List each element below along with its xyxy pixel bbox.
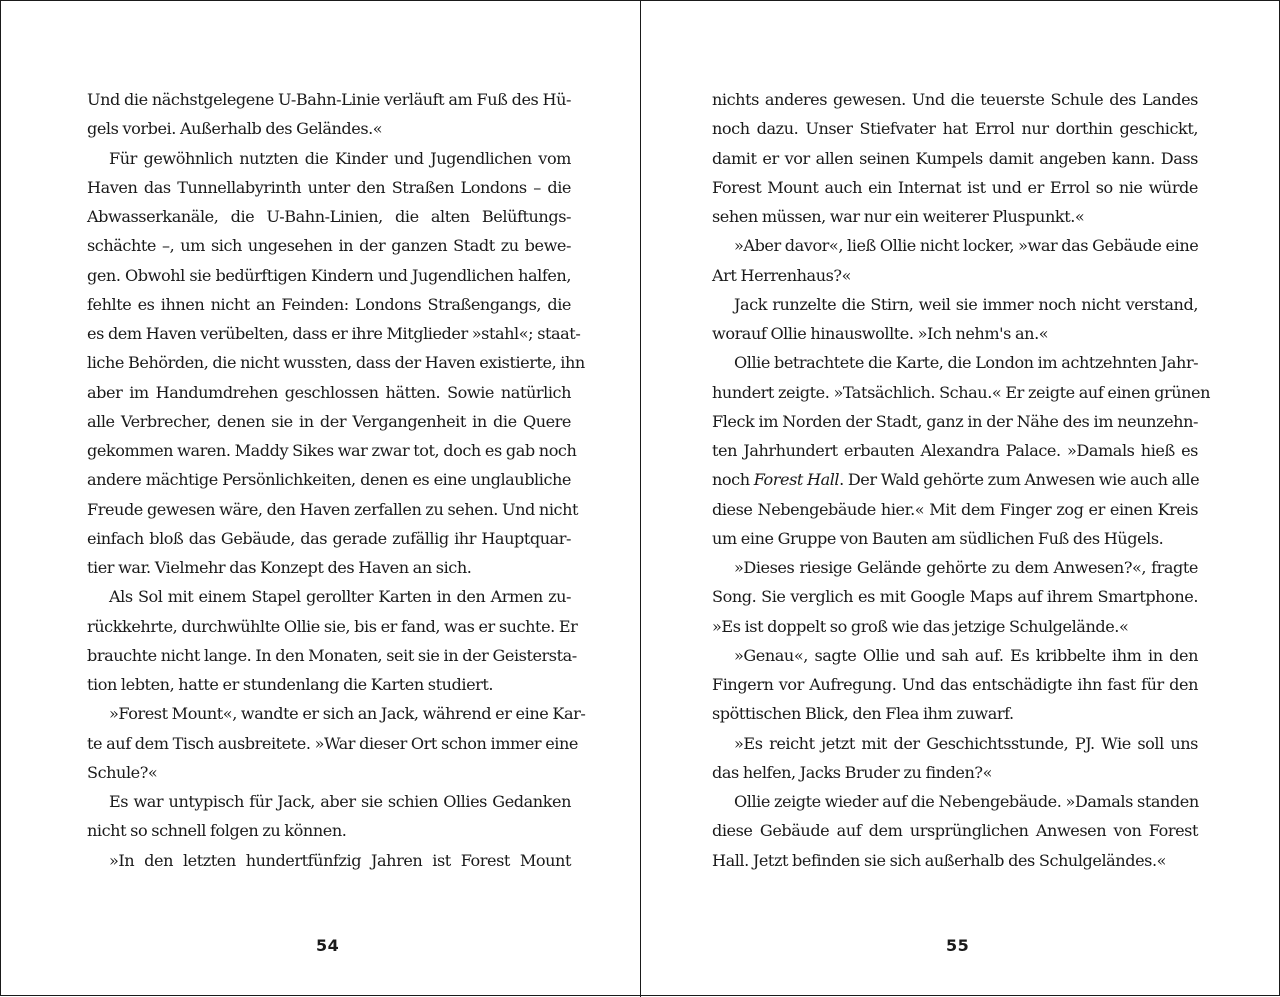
text-line: es dem Haven verübelten, dass er ihre Mitglieder »stahl«; staat- — [87, 324, 581, 343]
text-line: Forest Mount auch ein Internat ist und er Errol so nie würde — [712, 177, 1198, 197]
text-line: nichts anderes gewesen. Und die teuerste Schule des Landes — [712, 90, 1198, 109]
text-line: »Dieses riesige Gelände gehörte zu dem Anwesen?«, fragte — [734, 558, 1198, 577]
text-line: Es war untypisch für Jack, aber sie schien Ollies Gedanken — [109, 792, 571, 811]
text-line: Für gewöhnlich nutzten die Kinder und Jugendlichen vom — [109, 148, 571, 168]
text-line: das helfen, Jacks Bruder zu finden?« — [712, 762, 992, 782]
text-line — [712, 465, 1198, 494]
text-line: einfach bloß das Gebäude, das gerade zufällig ihr Hauptquar- — [87, 528, 571, 548]
text-line: Ollie zeigte wieder auf die Nebengebäude. »Damals standen — [734, 792, 1199, 811]
text-line: Als Sol mit einem Stapel gerollter Karten in den Armen zu- — [109, 587, 571, 607]
text-line: hundert zeigte. »Tatsächlich. Schau.« Er zeigte auf einen grünen — [712, 382, 1211, 402]
text-line: Fingern vor Aufregung. Und das entschädigte ihn fast für den — [712, 675, 1198, 694]
text-line: Und die nächstgelegene U-Bahn-Linie verläuft am Fuß des Hü- — [87, 90, 571, 109]
text-line: worauf Ollie hinauswollte. »Ich nehm's an.« — [712, 324, 1049, 343]
text-line: diese Gebäude auf dem ursprünglichen Anwesen von Forest — [712, 821, 1198, 841]
text-line: spöttischen Blick, den Flea ihm zuwarf. — [712, 704, 1014, 724]
text-line: »Es reicht jetzt mit der Geschichtsstunde, PJ. Wie soll uns — [734, 733, 1198, 753]
text-line: rückkehrte, durchwühlte Ollie sie, bis er fand, was er suchte. Er — [87, 616, 578, 636]
text-line: sehen müssen, war nur ein weiterer Pluspunkt.« — [712, 207, 1085, 226]
text-line: damit er vor allen seinen Kumpels damit angeben kann. Dass — [712, 148, 1198, 168]
text-line-segment: noch — [712, 470, 754, 490]
text-line: ten Jahrhundert erbauten Alexandra Palace. »Damals hieß es — [712, 441, 1198, 460]
text-line: tier war. Vielmehr das Konzept des Haven an sich. — [87, 558, 472, 577]
text-line: Schule?« — [87, 762, 158, 782]
text-line: gels vorbei. Außerhalb des Geländes.« — [87, 119, 383, 139]
text-line: Ollie betrachtete die Karte, die London im achtzehnten Jahr- — [734, 353, 1199, 373]
text-line: gekommen waren. Maddy Sikes war zwar tot, doch es gab noch — [87, 441, 577, 460]
text-line: aber im Handumdrehen geschlossen hätten. Sowie natürlich — [87, 382, 571, 402]
text-line: Hall. Jetzt befinden sie sich außerhalb des Schulgeländes.« — [712, 850, 1167, 870]
text-line: fehlte es ihnen nicht an Feinden: Londons Straßengangs, die — [87, 294, 571, 314]
text-line: Freude gewesen wäre, den Haven zerfallen zu sehen. Und nicht — [87, 499, 579, 519]
text-line: schächte –, um sich ungesehen in der ganzen Stadt zu bewe- — [87, 236, 571, 256]
text-line: Fleck im Norden der Stadt, ganz in der Nähe des im neunzehn- — [712, 411, 1198, 431]
left-page-text — [87, 85, 586, 875]
text-line: brauchte nicht lange. In den Monaten, seit sie in der Geisterstа- — [87, 645, 577, 665]
text-line: diese Nebengebäude hier.« Mit dem Finger zog er einen Kreis — [712, 499, 1198, 519]
right-page-text — [712, 85, 1211, 875]
italic-place-name: Forest Hall — [753, 470, 840, 490]
text-line: Song. Sie verglich es mit Google Maps auf ihrem Smartphone. — [712, 587, 1198, 607]
text-line: andere mächtige Persönlichkeiten, denen es eine unglaubliche — [87, 470, 571, 490]
text-line: alle Verbrecher, denen sie in der Vergangenheit in die Quere — [87, 411, 571, 431]
text-line: liche Behörden, die nicht wussten, dass der Haven existierte, ihn — [87, 353, 585, 373]
left-page — [1, 1, 641, 997]
text-line: Art Herrenhaus?« — [712, 265, 851, 285]
text-line: gen. Obwohl sie bedürftigen Kindern und Jugendlichen halfen, — [87, 265, 571, 285]
page-number-left: 54 — [316, 936, 340, 955]
text-line: »In den letzten hundertfünfzig Jahren ist Forest Mount — [109, 850, 571, 870]
text-line: nicht so schnell folgen zu können. — [87, 821, 347, 841]
text-line: Abwasserkanäle, die U-Bahn-Linien, die alten Belüftungs- — [87, 207, 571, 226]
right-page — [641, 1, 1280, 997]
text-line: te auf dem Tisch ausbreitete. »War dieser Ort schon immer eine — [87, 733, 578, 753]
text-line: Haven das Tunnellabyrinth unter den Straßen Londons – die — [87, 177, 571, 197]
page-number-right: 55 — [946, 936, 970, 955]
text-line: »Aber davor«, ließ Ollie nicht locker, »war das Gebäude eine — [734, 236, 1199, 256]
text-line: tion lebten, hatte er stundenlang die Karten studiert. — [87, 675, 494, 694]
text-line-segment: . Der Wald gehörte zum Anwesen wie auch alle — [839, 470, 1200, 490]
text-line: Jack runzelte die Stirn, weil sie immer noch nicht verstand, — [734, 294, 1198, 314]
text-line: »Forest Mount«, wandte er sich an Jack, während er eine Kar- — [109, 704, 586, 724]
text-line: noch dazu. Unser Stiefvater hat Errol nur dorthin geschickt, — [712, 119, 1198, 139]
text-line: »Genau«, sagte Ollie und sah auf. Es kribbelte ihm in den — [734, 645, 1198, 665]
text-line: um eine Gruppe von Bauten am südlichen Fuß des Hügels. — [712, 528, 1164, 548]
text-line: »Es ist doppelt so groß wie das jetzige Schulgelände.« — [712, 616, 1129, 636]
